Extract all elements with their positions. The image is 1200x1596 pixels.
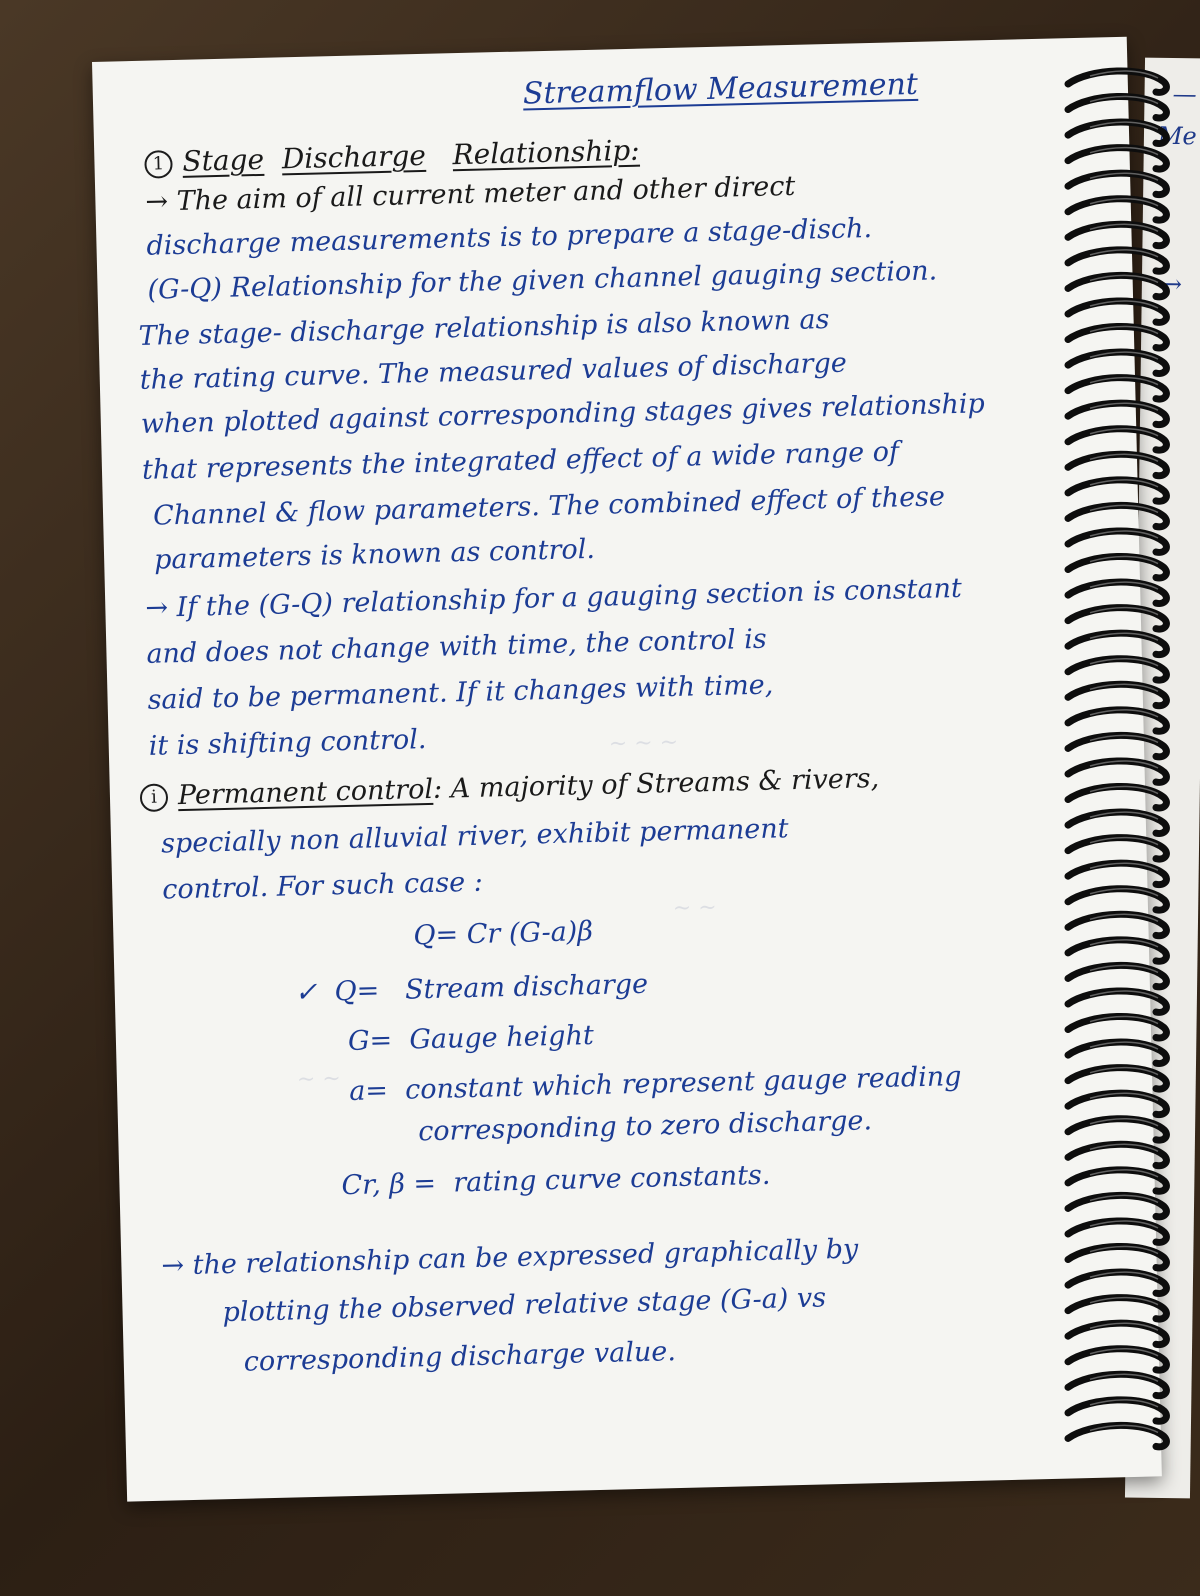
spiral-coil [1068,199,1166,220]
spiral-coil [1068,1247,1166,1268]
paragraph-line: corresponding discharge value. [243,1336,677,1378]
section-number: 1 [144,150,173,179]
definition-symbol: G= [347,1024,393,1058]
definition-text: constant which represent gauge reading [404,1061,962,1106]
heading-word-relationship: Relationship: [452,133,641,172]
spiral-coil [1068,557,1166,578]
spiral-coil [1068,940,1166,961]
spiral-coil [1068,812,1166,833]
paragraph-line: that represents the integrated effect of a wide range of [141,436,900,486]
paragraph-line: discharge measurements is to prepare a stage-disch. [146,212,873,262]
paragraph-line: it is shifting control. [148,724,427,762]
next-page-fragment-dash: — [1172,80,1197,109]
next-page-fragment-arrow: → [1161,269,1183,299]
spiral-binding [1060,60,1183,1470]
spiral-coil [1068,71,1166,92]
definition-text: Stream discharge [404,968,649,1006]
bleed-through-mark: ~ ~ [672,894,718,922]
spiral-coil [1068,1068,1166,1089]
spiral-coil [1068,378,1166,399]
spiral-coil [1068,633,1166,654]
spiral-coil [1068,1195,1166,1216]
spiral-coil [1068,608,1166,629]
spiral-coil [1068,1298,1166,1319]
spiral-coil [1068,531,1166,552]
paragraph-line: Channel & flow parameters. The combined effect of these [152,481,946,532]
spiral-coil [1068,122,1166,143]
spiral-coil [1068,429,1166,450]
spiral-coil [1068,301,1166,322]
spiral-coil [1068,454,1166,475]
paragraph-line: (G-Q) Relationship for the given channel gauging section. [147,255,938,306]
next-page-fragment-me: Me [1157,121,1197,151]
paragraph-line: The stage- discharge relationship is also known as [138,304,830,352]
definition-a-continued: corresponding to zero discharge. [417,1105,873,1148]
spiral-coil [1068,275,1166,296]
spiral-coil [1068,1425,1166,1446]
spiral-coil [1068,224,1166,245]
paragraph-line: the rating curve. The measured values of discharge [139,347,848,396]
bleed-through-mark: ~ ~ ~ [608,729,679,757]
spiral-coil [1068,659,1166,680]
spiral-coil [1068,1093,1166,1114]
spiral-coil [1068,327,1166,348]
spiral-coil [1068,582,1166,603]
definition-q [294,968,649,1009]
definition-cr-beta [341,1159,771,1202]
subsection-number: i [140,783,169,812]
heading-word-discharge: Discharge [281,138,427,176]
definition-symbol: Cr, β = [341,1167,437,1202]
paragraph-line: said to be permanent. If it changes with time, [147,669,774,716]
section-heading [144,133,641,179]
spiral-coil [1068,1400,1166,1421]
spiral-coil [1068,914,1166,935]
paragraph-line: parameters is known as control. [153,533,596,576]
spiral-coil [1068,1017,1166,1038]
spiral-coil [1068,1042,1166,1063]
definition-g [347,1020,595,1058]
paragraph-line: plotting the observed relative stage (G-a) vs [222,1282,827,1329]
paragraph-line: control. For such case : [161,866,484,906]
page-title: Streamflow Measurement [522,66,919,112]
spiral-coil [1068,403,1166,424]
spiral-coil [1068,1323,1166,1344]
subsection-text: : A majority of Streams & rivers, [432,762,880,805]
spiral-coil [1068,1272,1166,1293]
spiral-coil [1068,735,1166,756]
spiral-coil [1068,965,1166,986]
paragraph-line: → The aim of all current meter and other direct [145,170,796,218]
spiral-coil [1068,889,1166,910]
spiral-coil [1068,710,1166,731]
subsection-heading [140,762,880,812]
spiral-coil [1068,1349,1166,1370]
spiral-coil [1068,838,1166,859]
heading-word-stage: Stage [182,142,265,178]
spiral-coil [1068,505,1166,526]
spiral-coil [1068,761,1166,782]
spiral-coil [1068,97,1166,118]
spiral-coil [1068,250,1166,271]
subsection-title: Permanent control [177,773,434,812]
check-mark-icon: ✓ [294,976,318,1009]
spiral-coil [1068,991,1166,1012]
spiral-coil [1068,1119,1166,1140]
paragraph-line: specially non alluvial river, exhibit permanent [160,813,789,860]
definition-a [348,1061,962,1108]
spiral-coil [1068,684,1166,705]
spiral-coil [1068,1144,1166,1165]
spiral-coil [1068,173,1166,194]
definition-symbol: Q= [334,975,380,1008]
spiral-coil [1068,1221,1166,1242]
spiral-coil [1068,1374,1166,1395]
paragraph-line: and does not change with time, the control is [146,623,768,670]
spiral-coil [1068,863,1166,884]
bleed-through-mark: ~ ~ [296,1066,342,1093]
notebook-page [92,37,1162,1502]
rating-equation: Q= Cr (G-a)β [413,916,594,952]
spiral-coil [1068,480,1166,501]
definition-symbol: a= [348,1075,389,1108]
definition-text: Gauge height [408,1020,595,1056]
paragraph-line: when plotted against corresponding stages gives relationship [140,388,986,440]
spiral-coil [1068,148,1166,169]
definition-text: rating curve constants. [452,1159,771,1199]
spiral-coil [1068,787,1166,808]
spiral-coil [1068,352,1166,373]
paragraph-line: → If the (G-Q) relationship for a gauging section is constant [144,572,963,624]
paragraph-line: → the relationship can be expressed graphically by [161,1233,859,1282]
spiral-coil [1068,1170,1166,1191]
